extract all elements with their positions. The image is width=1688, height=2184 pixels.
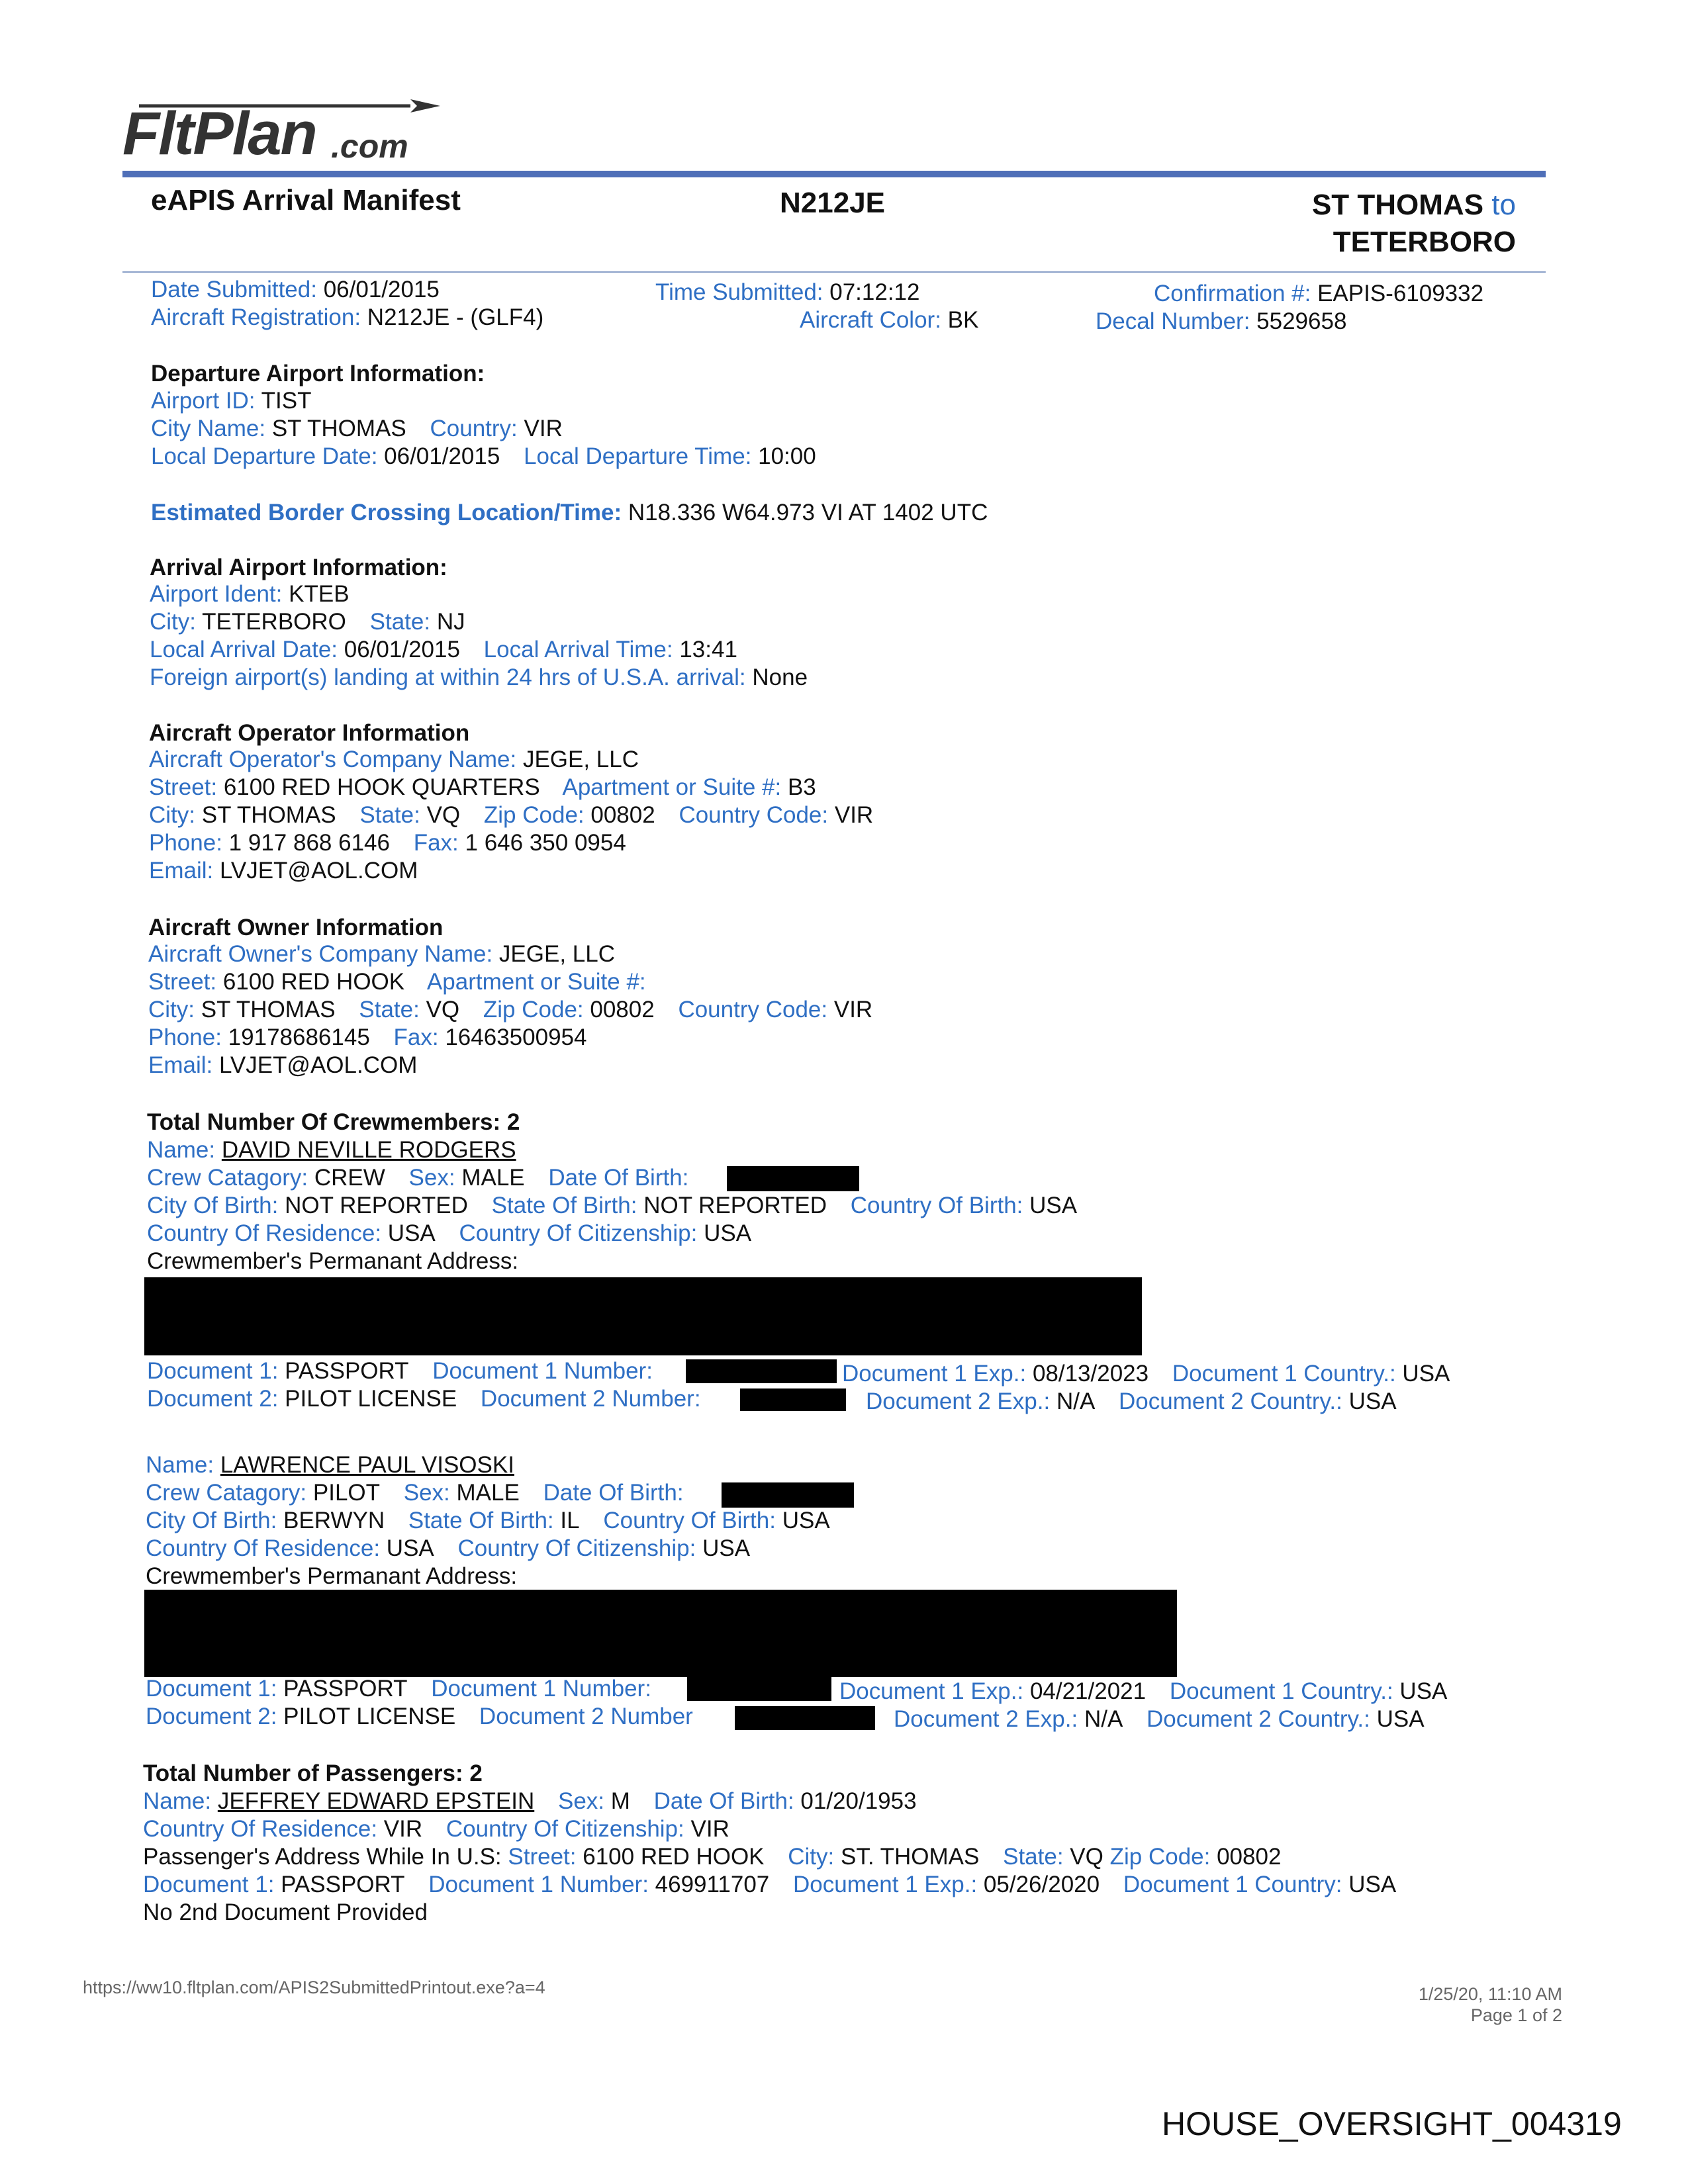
header-rule [122, 171, 1546, 177]
crew2-residence-line: Country Of Residence: USA Country Of Citizenship: USA [146, 1535, 751, 1561]
route-from: ST THOMAS [1311, 189, 1484, 221]
operator-email: Email: LVJET@AOL.COM [149, 858, 418, 884]
passenger-address-line: Passenger's Address While In U.S: Street: 6100 RED HOOK City: ST. THOMAS State: VQ Zip Code: 00802 [143, 1844, 1282, 1870]
confirmation-number: Confirmation #: EAPIS-6109332 [1154, 281, 1484, 306]
crew1-doc1-line: Document 1: PASSPORT Document 1 Number: [147, 1358, 653, 1384]
crew1-birth-line: City Of Birth: NOT REPORTED State Of Birth: NOT REPORTED Country Of Birth: USA [147, 1193, 1078, 1218]
arrival-city-state: City: TETERBORO State: NJ [150, 609, 465, 635]
owner-phone-fax: Phone: 19178686145 Fax: 16463500954 [148, 1024, 587, 1050]
operator-heading: Aircraft Operator Information [149, 720, 470, 746]
logo-suffix: .com [331, 128, 408, 165]
departure-city-country: City Name: ST THOMAS Country: VIR [151, 416, 563, 441]
crew1-doc2-line: Document 2: PILOT LICENSE Document 2 Number: [147, 1386, 701, 1412]
owner-email: Email: LVJET@AOL.COM [148, 1052, 418, 1078]
operator-city-line: City: ST THOMAS State: VQ Zip Code: 00802 Country Code: VIR [149, 802, 874, 828]
operator-phone-fax: Phone: 1 917 868 6146 Fax: 1 646 350 0954 [149, 830, 626, 856]
header-divider [122, 271, 1546, 273]
crew2-doc1-number-redaction [687, 1677, 831, 1701]
border-crossing: Estimated Border Crossing Location/Time: N18.336 W64.973 VI AT 1402 UTC [151, 500, 988, 525]
arrival-date-time: Local Arrival Date: 06/01/2015 Local Arrival Time: 13:41 [150, 637, 737, 662]
time-submitted: Time Submitted: 07:12:12 [655, 279, 920, 305]
footer-url: https://ww10.fltplan.com/APIS2SubmittedPrintout.exe?a=4 [83, 1978, 545, 1997]
footer-page: Page 1 of 2 [1470, 2005, 1562, 2025]
route [1211, 187, 1516, 261]
route-to-word: to [1491, 189, 1516, 221]
crew1-address-label: Crewmember's Permanant Address: [147, 1248, 519, 1274]
crew1-category-line: Crew Catagory: CREW Sex: MALE Date Of Birth: [147, 1165, 689, 1191]
crew1-doc2-number-redaction [740, 1388, 846, 1411]
crew2-doc1-line: Document 1: PASSPORT Document 1 Number: [146, 1676, 651, 1702]
crew2-name: Name: LAWRENCE PAUL VISOSKI [146, 1452, 514, 1478]
route-to: TETERBORO [1333, 226, 1516, 258]
footer-datetime: 1/25/20, 11:10 AM [1418, 1984, 1562, 2004]
crew1-address-redaction [144, 1277, 1142, 1355]
passenger-name-line: Name: JEFFREY EDWARD EPSTEIN Sex: M Date Of Birth: 01/20/1953 [143, 1788, 917, 1814]
tail-number: N212JE [780, 187, 886, 219]
crew2-doc2-line: Document 2: PILOT LICENSE Document 2 Number [146, 1704, 693, 1729]
aircraft-color: Aircraft Color: BK [800, 307, 979, 333]
crew1-residence-line: Country Of Residence: USA Country Of Citizenship: USA [147, 1220, 752, 1246]
manifest-title: eAPIS Arrival Manifest [151, 184, 461, 216]
arrival-foreign-airports: Foreign airport(s) landing at within 24 hrs of U.S.A. arrival: None [150, 664, 808, 690]
departure-heading: Departure Airport Information: [151, 361, 485, 387]
logo-text: FltPlan [122, 100, 316, 167]
operator-street: Street: 6100 RED HOOK QUARTERS Apartment or Suite #: B3 [149, 774, 816, 800]
passenger-doc1-line: Document 1: PASSPORT Document 1 Number: 469911707 Document 1 Exp.: 05/26/2020 Document 1 Country: USA [143, 1872, 1397, 1897]
crew1-name: Name: DAVID NEVILLE RODGERS [147, 1137, 516, 1163]
owner-company: Aircraft Owner's Company Name: JEGE, LLC [148, 941, 615, 967]
passengers-heading: Total Number of Passengers: 2 [143, 1760, 483, 1786]
crew2-doc2-number-redaction [735, 1706, 875, 1730]
date-submitted: Date Submitted: 06/01/2015 [151, 277, 440, 302]
owner-city-line: City: ST THOMAS State: VQ Zip Code: 00802 Country Code: VIR [148, 997, 873, 1023]
crew2-address-redaction [144, 1590, 1177, 1677]
crew2-address-label: Crewmember's Permanant Address: [146, 1563, 518, 1589]
crew2-doc2-exp-line: Document 2 Exp.: N/A Document 2 Country.: USA [894, 1706, 1425, 1732]
passenger-residence-line: Country Of Residence: VIR Country Of Citizenship: VIR [143, 1816, 729, 1842]
owner-heading: Aircraft Owner Information [148, 915, 444, 940]
crew2-dob-redaction [722, 1482, 854, 1508]
arrival-heading: Arrival Airport Information: [150, 555, 447, 580]
crew1-doc1-exp-line: Document 1 Exp.: 08/13/2023 Document 1 Country.: USA [842, 1361, 1450, 1387]
crew2-category-line: Crew Catagory: PILOT Sex: MALE Date Of Birth: [146, 1480, 684, 1506]
crew1-dob-redaction [727, 1166, 859, 1191]
bates-number: HOUSE_OVERSIGHT_004319 [1162, 2105, 1622, 2142]
passenger-no-doc2: No 2nd Document Provided [143, 1899, 428, 1925]
crew-heading: Total Number Of Crewmembers: 2 [147, 1109, 520, 1135]
arrival-ident: Airport Ident: KTEB [150, 581, 350, 607]
crew2-doc1-exp-line: Document 1 Exp.: 04/21/2021 Document 1 Country.: USA [839, 1678, 1448, 1704]
departure-date-time: Local Departure Date: 06/01/2015 Local Departure Time: 10:00 [151, 443, 816, 469]
fltplan-logo [122, 93, 440, 172]
crew1-doc2-exp-line: Document 2 Exp.: N/A Document 2 Country.: USA [866, 1388, 1397, 1414]
crew1-doc1-number-redaction [686, 1359, 837, 1383]
aircraft-registration: Aircraft Registration: N212JE - (GLF4) [151, 304, 544, 330]
operator-company: Aircraft Operator's Company Name: JEGE, LLC [149, 747, 639, 772]
departure-airport-id: Airport ID: TIST [151, 388, 312, 414]
decal-number: Decal Number: 5529658 [1096, 308, 1347, 334]
crew2-birth-line: City Of Birth: BERWYN State Of Birth: IL Country Of Birth: USA [146, 1508, 830, 1533]
owner-street: Street: 6100 RED HOOK Apartment or Suite #: [148, 969, 646, 995]
